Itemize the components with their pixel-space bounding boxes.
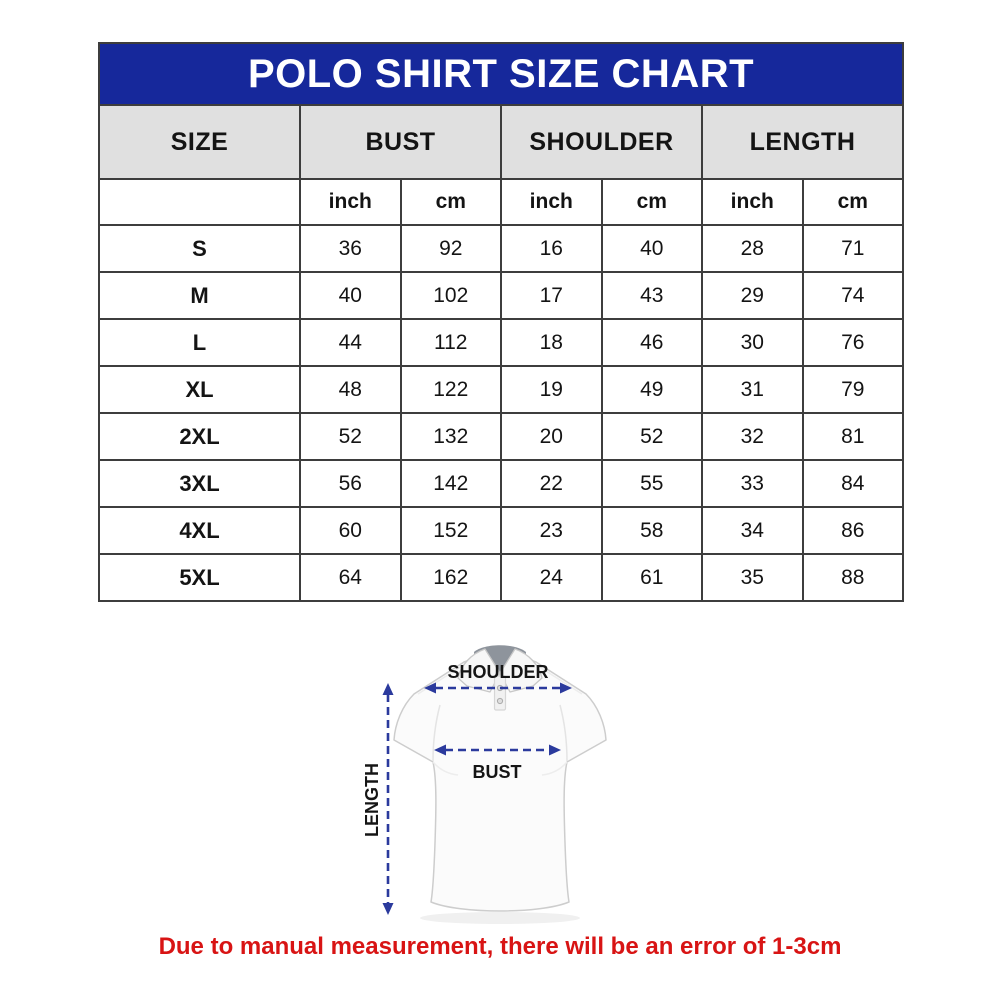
size-cell: 5XL [99, 554, 300, 601]
unit-header: cm [602, 179, 703, 225]
value-cell: 81 [803, 413, 904, 460]
value-cell: 28 [702, 225, 803, 272]
value-cell: 18 [501, 319, 602, 366]
size-chart-panel [98, 42, 904, 602]
size-cell: L [99, 319, 300, 366]
bust-label: BUST [472, 762, 522, 782]
size-cell: 2XL [99, 413, 300, 460]
col-header-length: LENGTH [702, 105, 903, 179]
measurement-note: Due to manual measurement, there will be an error of 1-3cm [158, 933, 842, 960]
value-cell: 64 [300, 554, 401, 601]
value-cell: 76 [803, 319, 904, 366]
value-cell: 102 [401, 272, 502, 319]
shoulder-label: SHOULDER [447, 662, 549, 682]
unit-header: inch [300, 179, 401, 225]
arrow-head-up-icon [383, 683, 394, 695]
value-cell: 122 [401, 366, 502, 413]
value-cell: 24 [501, 554, 602, 601]
value-cell: 79 [803, 366, 904, 413]
value-cell: 112 [401, 319, 502, 366]
value-cell: 20 [501, 413, 602, 460]
table-row [99, 554, 903, 601]
arrow-head-down-icon [383, 903, 394, 915]
value-cell: 60 [300, 507, 401, 554]
size-cell: M [99, 272, 300, 319]
value-cell: 44 [300, 319, 401, 366]
value-cell: 162 [401, 554, 502, 601]
value-cell: 132 [401, 413, 502, 460]
size-cell: 3XL [99, 460, 300, 507]
value-cell: 58 [602, 507, 703, 554]
value-cell: 29 [702, 272, 803, 319]
value-cell: 23 [501, 507, 602, 554]
value-cell: 43 [602, 272, 703, 319]
measurement-diagram [340, 628, 680, 940]
value-cell: 61 [602, 554, 703, 601]
value-cell: 36 [300, 225, 401, 272]
table-row [99, 460, 903, 507]
value-cell: 40 [602, 225, 703, 272]
unit-header-empty [99, 179, 300, 225]
shirt-shadow [420, 912, 580, 924]
table-row [99, 366, 903, 413]
table-row [99, 272, 903, 319]
polo-shirt-graphic [340, 628, 680, 940]
length-label: LENGTH [362, 763, 382, 837]
unit-header: cm [803, 179, 904, 225]
unit-header: inch [702, 179, 803, 225]
value-cell: 86 [803, 507, 904, 554]
value-cell: 40 [300, 272, 401, 319]
value-cell: 49 [602, 366, 703, 413]
value-cell: 92 [401, 225, 502, 272]
value-cell: 22 [501, 460, 602, 507]
value-cell: 84 [803, 460, 904, 507]
value-cell: 71 [803, 225, 904, 272]
value-cell: 55 [602, 460, 703, 507]
size-cell: XL [99, 366, 300, 413]
value-cell: 16 [501, 225, 602, 272]
col-header-bust: BUST [300, 105, 501, 179]
value-cell: 88 [803, 554, 904, 601]
value-cell: 142 [401, 460, 502, 507]
table-row [99, 319, 903, 366]
value-cell: 17 [501, 272, 602, 319]
group-header-row [99, 105, 903, 179]
value-cell: 56 [300, 460, 401, 507]
table-row [99, 413, 903, 460]
button-icon [497, 698, 502, 703]
size-cell: S [99, 225, 300, 272]
value-cell: 152 [401, 507, 502, 554]
value-cell: 48 [300, 366, 401, 413]
size-table [98, 104, 904, 602]
chart-title: POLO SHIRT SIZE CHART [98, 42, 904, 104]
col-header-size: SIZE [99, 105, 300, 179]
value-cell: 74 [803, 272, 904, 319]
value-cell: 33 [702, 460, 803, 507]
unit-header: cm [401, 179, 502, 225]
col-header-shoulder: SHOULDER [501, 105, 702, 179]
value-cell: 32 [702, 413, 803, 460]
value-cell: 30 [702, 319, 803, 366]
value-cell: 52 [602, 413, 703, 460]
table-row [99, 507, 903, 554]
unit-header-row [99, 179, 903, 225]
value-cell: 52 [300, 413, 401, 460]
value-cell: 19 [501, 366, 602, 413]
unit-header: inch [501, 179, 602, 225]
value-cell: 34 [702, 507, 803, 554]
value-cell: 31 [702, 366, 803, 413]
table-row [99, 225, 903, 272]
value-cell: 35 [702, 554, 803, 601]
value-cell: 46 [602, 319, 703, 366]
size-cell: 4XL [99, 507, 300, 554]
